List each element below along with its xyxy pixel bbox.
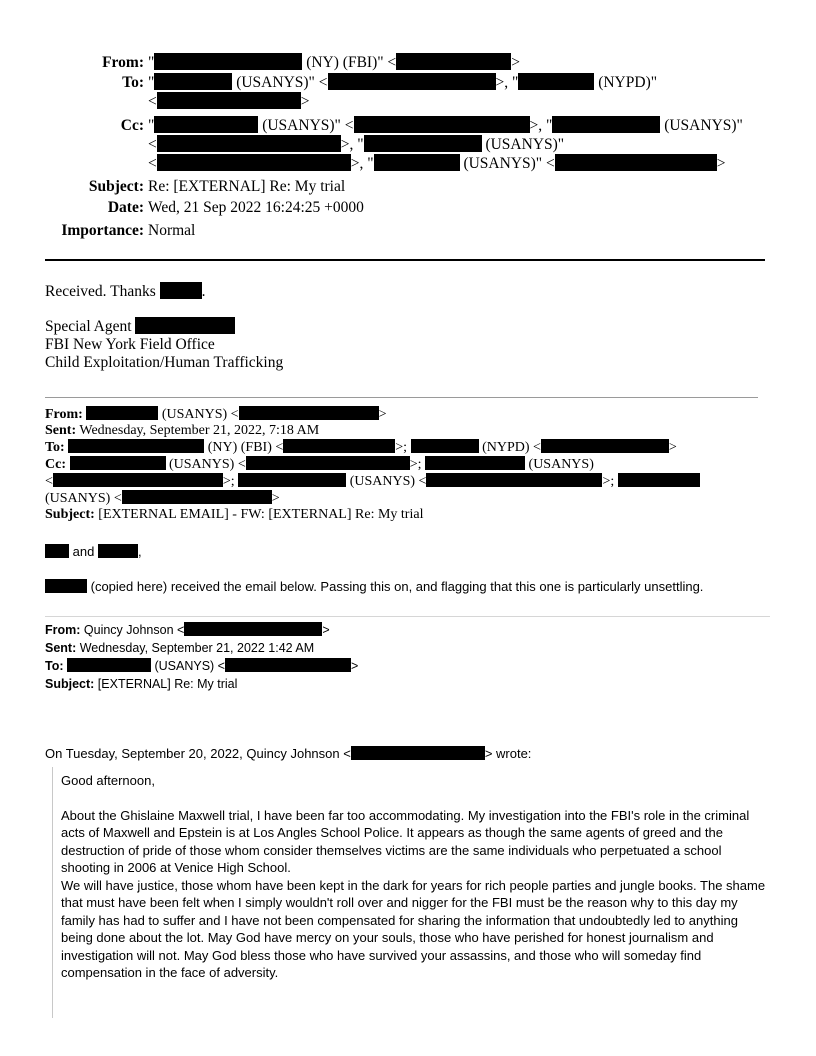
header-cc-row-3 xyxy=(40,154,743,173)
redaction-bar xyxy=(328,73,496,90)
redaction-bar xyxy=(518,73,594,90)
bracket-open: < xyxy=(148,93,157,110)
bracket-close: > xyxy=(716,155,726,172)
period: . xyxy=(201,283,206,300)
separator: >, " xyxy=(495,74,519,91)
forward-divider xyxy=(45,397,758,398)
separator: >; xyxy=(409,457,422,472)
original-header xyxy=(45,621,358,693)
redaction-bar xyxy=(154,53,302,70)
redaction-bar xyxy=(135,317,235,334)
cc-label: Cc: xyxy=(120,117,144,134)
signature-block xyxy=(45,317,283,372)
bracket-close: > xyxy=(511,54,520,71)
reply-body xyxy=(45,282,283,372)
header-from-row xyxy=(40,53,743,72)
orig-sent-label: Sent: xyxy=(45,641,77,655)
bracket-close: > xyxy=(322,623,330,637)
bracket-close: > xyxy=(378,407,387,422)
fwd-subject-row xyxy=(45,507,700,523)
redaction-bar xyxy=(426,473,602,487)
redaction-bar xyxy=(86,406,158,420)
redaction-bar xyxy=(184,622,322,636)
separator: >, " xyxy=(340,136,364,153)
redaction-bar xyxy=(67,658,151,672)
to-org-2: (NYPD)" xyxy=(598,74,658,91)
to-label: To: xyxy=(122,74,144,91)
bracket-open: < xyxy=(148,155,157,172)
header-to-row-2 xyxy=(40,92,743,111)
redaction-bar xyxy=(283,439,395,453)
header-cc-row xyxy=(40,116,743,135)
quote-mark: " xyxy=(148,117,155,134)
fwd-cc-org-2: (USANYS) xyxy=(528,457,594,472)
bracket-open: < xyxy=(148,136,157,153)
redaction-bar xyxy=(396,53,511,70)
redaction-bar xyxy=(246,456,410,470)
redaction-bar xyxy=(374,154,460,171)
from-org: (NY) (FBI)" < xyxy=(306,54,397,71)
forward-paragraph xyxy=(45,579,703,594)
fwd-cc-row xyxy=(45,456,700,473)
forward-greeting xyxy=(45,544,142,559)
quoted-paragraph-1: About the Ghislaine Maxwell trial, I have been far too accommodating. My investigation into the FBI's role in the criminal acts of Maxwell and Epstein is at Los Angles School Police. It appears as though the same agents of greed and the destruction of pride of those whom consider themselves victims are the same individuals who perpetuated a school shooting in 2006 at Venice High School. xyxy=(61,807,750,875)
header-to-row xyxy=(40,73,743,92)
redaction-bar xyxy=(555,154,717,171)
header-cc-row-2 xyxy=(40,135,743,154)
cc-org-1: (USANYS)" < xyxy=(262,117,354,134)
signature-title: Special Agent xyxy=(45,318,132,335)
redaction-bar xyxy=(122,490,272,504)
orig-subject-label: Subject: xyxy=(45,677,95,691)
redaction-bar xyxy=(354,116,530,133)
redaction-bar xyxy=(351,746,485,760)
subject-label: Subject: xyxy=(88,178,144,195)
redaction-bar xyxy=(239,406,379,420)
orig-from-label: From: xyxy=(45,623,81,637)
cc-org-3: (USANYS)" xyxy=(485,136,565,153)
orig-subject-row xyxy=(45,675,358,693)
separator: >; xyxy=(602,474,615,489)
email-header xyxy=(40,53,743,240)
header-date-row xyxy=(40,198,743,217)
signature-office: FBI New York Field Office xyxy=(45,336,215,353)
redaction-bar xyxy=(425,456,525,470)
fwd-sent-row xyxy=(45,423,700,439)
fwd-cc-row-2 xyxy=(45,473,700,490)
fwd-sent-label: Sent: xyxy=(45,423,77,438)
redaction-bar xyxy=(541,439,669,453)
from-label: From: xyxy=(102,54,144,71)
redaction-bar xyxy=(154,73,232,90)
fwd-from-label: From: xyxy=(45,407,83,422)
and-text: and xyxy=(72,544,95,559)
quote-intro-end: > wrote: xyxy=(484,746,532,761)
forward-paragraph-text: (copied here) received the email below. Passing this on, and flagging that this one is particularly unsettling. xyxy=(90,579,704,594)
cc-org-4: (USANYS)" < xyxy=(463,155,555,172)
fwd-to-org-1: (NY) (FBI) < xyxy=(207,440,284,455)
date-label: Date: xyxy=(107,199,144,216)
redaction-bar xyxy=(68,439,204,453)
fwd-from-org: (USANYS) < xyxy=(161,407,239,422)
quote-intro xyxy=(45,746,531,761)
fwd-cc-org-4: (USANYS) < xyxy=(45,491,122,506)
importance-value: Normal xyxy=(148,222,196,239)
header-importance-row xyxy=(40,221,743,240)
separator: >, " xyxy=(350,155,374,172)
quote-bar xyxy=(52,767,53,1018)
redaction-bar xyxy=(552,116,660,133)
orig-to-org: (USANYS) < xyxy=(154,659,225,673)
redaction-bar xyxy=(411,439,479,453)
fwd-sent-value: Wednesday, September 21, 2022, 7:18 AM xyxy=(79,423,320,438)
redaction-bar xyxy=(225,658,351,672)
original-divider xyxy=(45,616,770,617)
signature-unit: Child Exploitation/Human Trafficking xyxy=(45,354,284,371)
importance-label: Importance: xyxy=(61,222,144,239)
fwd-cc-org-1: (USANYS) < xyxy=(169,457,246,472)
cc-org-2: (USANYS)" xyxy=(664,117,743,134)
orig-to-label: To: xyxy=(45,659,64,673)
separator: >, " xyxy=(529,117,553,134)
redaction-bar xyxy=(160,282,202,299)
quoted-message xyxy=(61,772,771,982)
comma: , xyxy=(137,544,142,559)
orig-sent-row xyxy=(45,639,358,657)
received-text: Received. Thanks xyxy=(45,283,156,300)
redaction-bar xyxy=(238,473,346,487)
orig-from-value: Quincy Johnson < xyxy=(83,623,185,637)
fwd-cc-org-3: (USANYS) < xyxy=(349,474,427,489)
orig-from-row xyxy=(45,621,358,639)
bracket-close: > xyxy=(351,659,359,673)
fwd-subject-label: Subject: xyxy=(45,507,95,522)
quoted-greeting: Good afternoon, xyxy=(61,773,155,788)
forward-header xyxy=(45,406,700,523)
header-divider xyxy=(45,259,765,261)
header-subject-row xyxy=(40,177,743,196)
redaction-bar xyxy=(154,116,258,133)
bracket-close: > xyxy=(271,491,280,506)
bracket-open: < xyxy=(45,474,53,489)
quote-mark: " xyxy=(148,54,155,71)
fwd-subject-value: [EXTERNAL EMAIL] - FW: [EXTERNAL] Re: My trial xyxy=(98,507,424,522)
fwd-to-label: To: xyxy=(45,440,65,455)
fwd-from-row xyxy=(45,406,700,423)
fwd-cc-row-3 xyxy=(45,490,700,507)
quote-mark: " xyxy=(148,74,155,91)
to-org-1: (USANYS)" < xyxy=(236,74,328,91)
redaction-bar xyxy=(157,154,351,171)
quoted-paragraph-2: We will have justice, those whom have been kept in the dark for years for rich people parties and jungle books. The shame that must have been felt when I simply wouldn't roll over and nigger for the FBI must be the reason why to this day my family has had to suffer and I have not been compensated for sharing the information that undoubtedly led to anything being done about the lot. May God have mercy on your souls, those who have perished for honest journalism and investigation will not. May God bless those who have survived your assassins, and those who will someday find compensation in the face of adversity. xyxy=(61,877,766,980)
redaction-bar xyxy=(157,135,341,152)
redaction-bar xyxy=(618,473,700,487)
separator: >; xyxy=(395,440,408,455)
fwd-cc-label: Cc: xyxy=(45,457,66,472)
bracket-close: > xyxy=(300,93,310,110)
quote-intro-text: On Tuesday, September 20, 2022, Quincy Johnson < xyxy=(45,746,351,761)
bracket-close: > xyxy=(668,440,677,455)
fwd-to-org-2: (NYPD) < xyxy=(482,440,541,455)
redaction-bar xyxy=(53,473,223,487)
orig-to-row xyxy=(45,657,358,675)
redaction-bar xyxy=(98,544,138,558)
redaction-bar xyxy=(364,135,482,152)
redaction-bar xyxy=(70,456,166,470)
subject-value: Re: [EXTERNAL] Re: My trial xyxy=(148,178,346,195)
redaction-bar xyxy=(157,92,301,109)
date-value: Wed, 21 Sep 2022 16:24:25 +0000 xyxy=(148,199,364,216)
separator: >; xyxy=(222,474,235,489)
orig-sent-value: Wednesday, September 21, 2022 1:42 AM xyxy=(79,641,315,655)
received-line xyxy=(45,282,283,301)
redaction-bar xyxy=(45,579,87,593)
redaction-bar xyxy=(45,544,69,558)
orig-subject-value: [EXTERNAL] Re: My trial xyxy=(97,677,238,691)
fwd-to-row xyxy=(45,439,700,456)
